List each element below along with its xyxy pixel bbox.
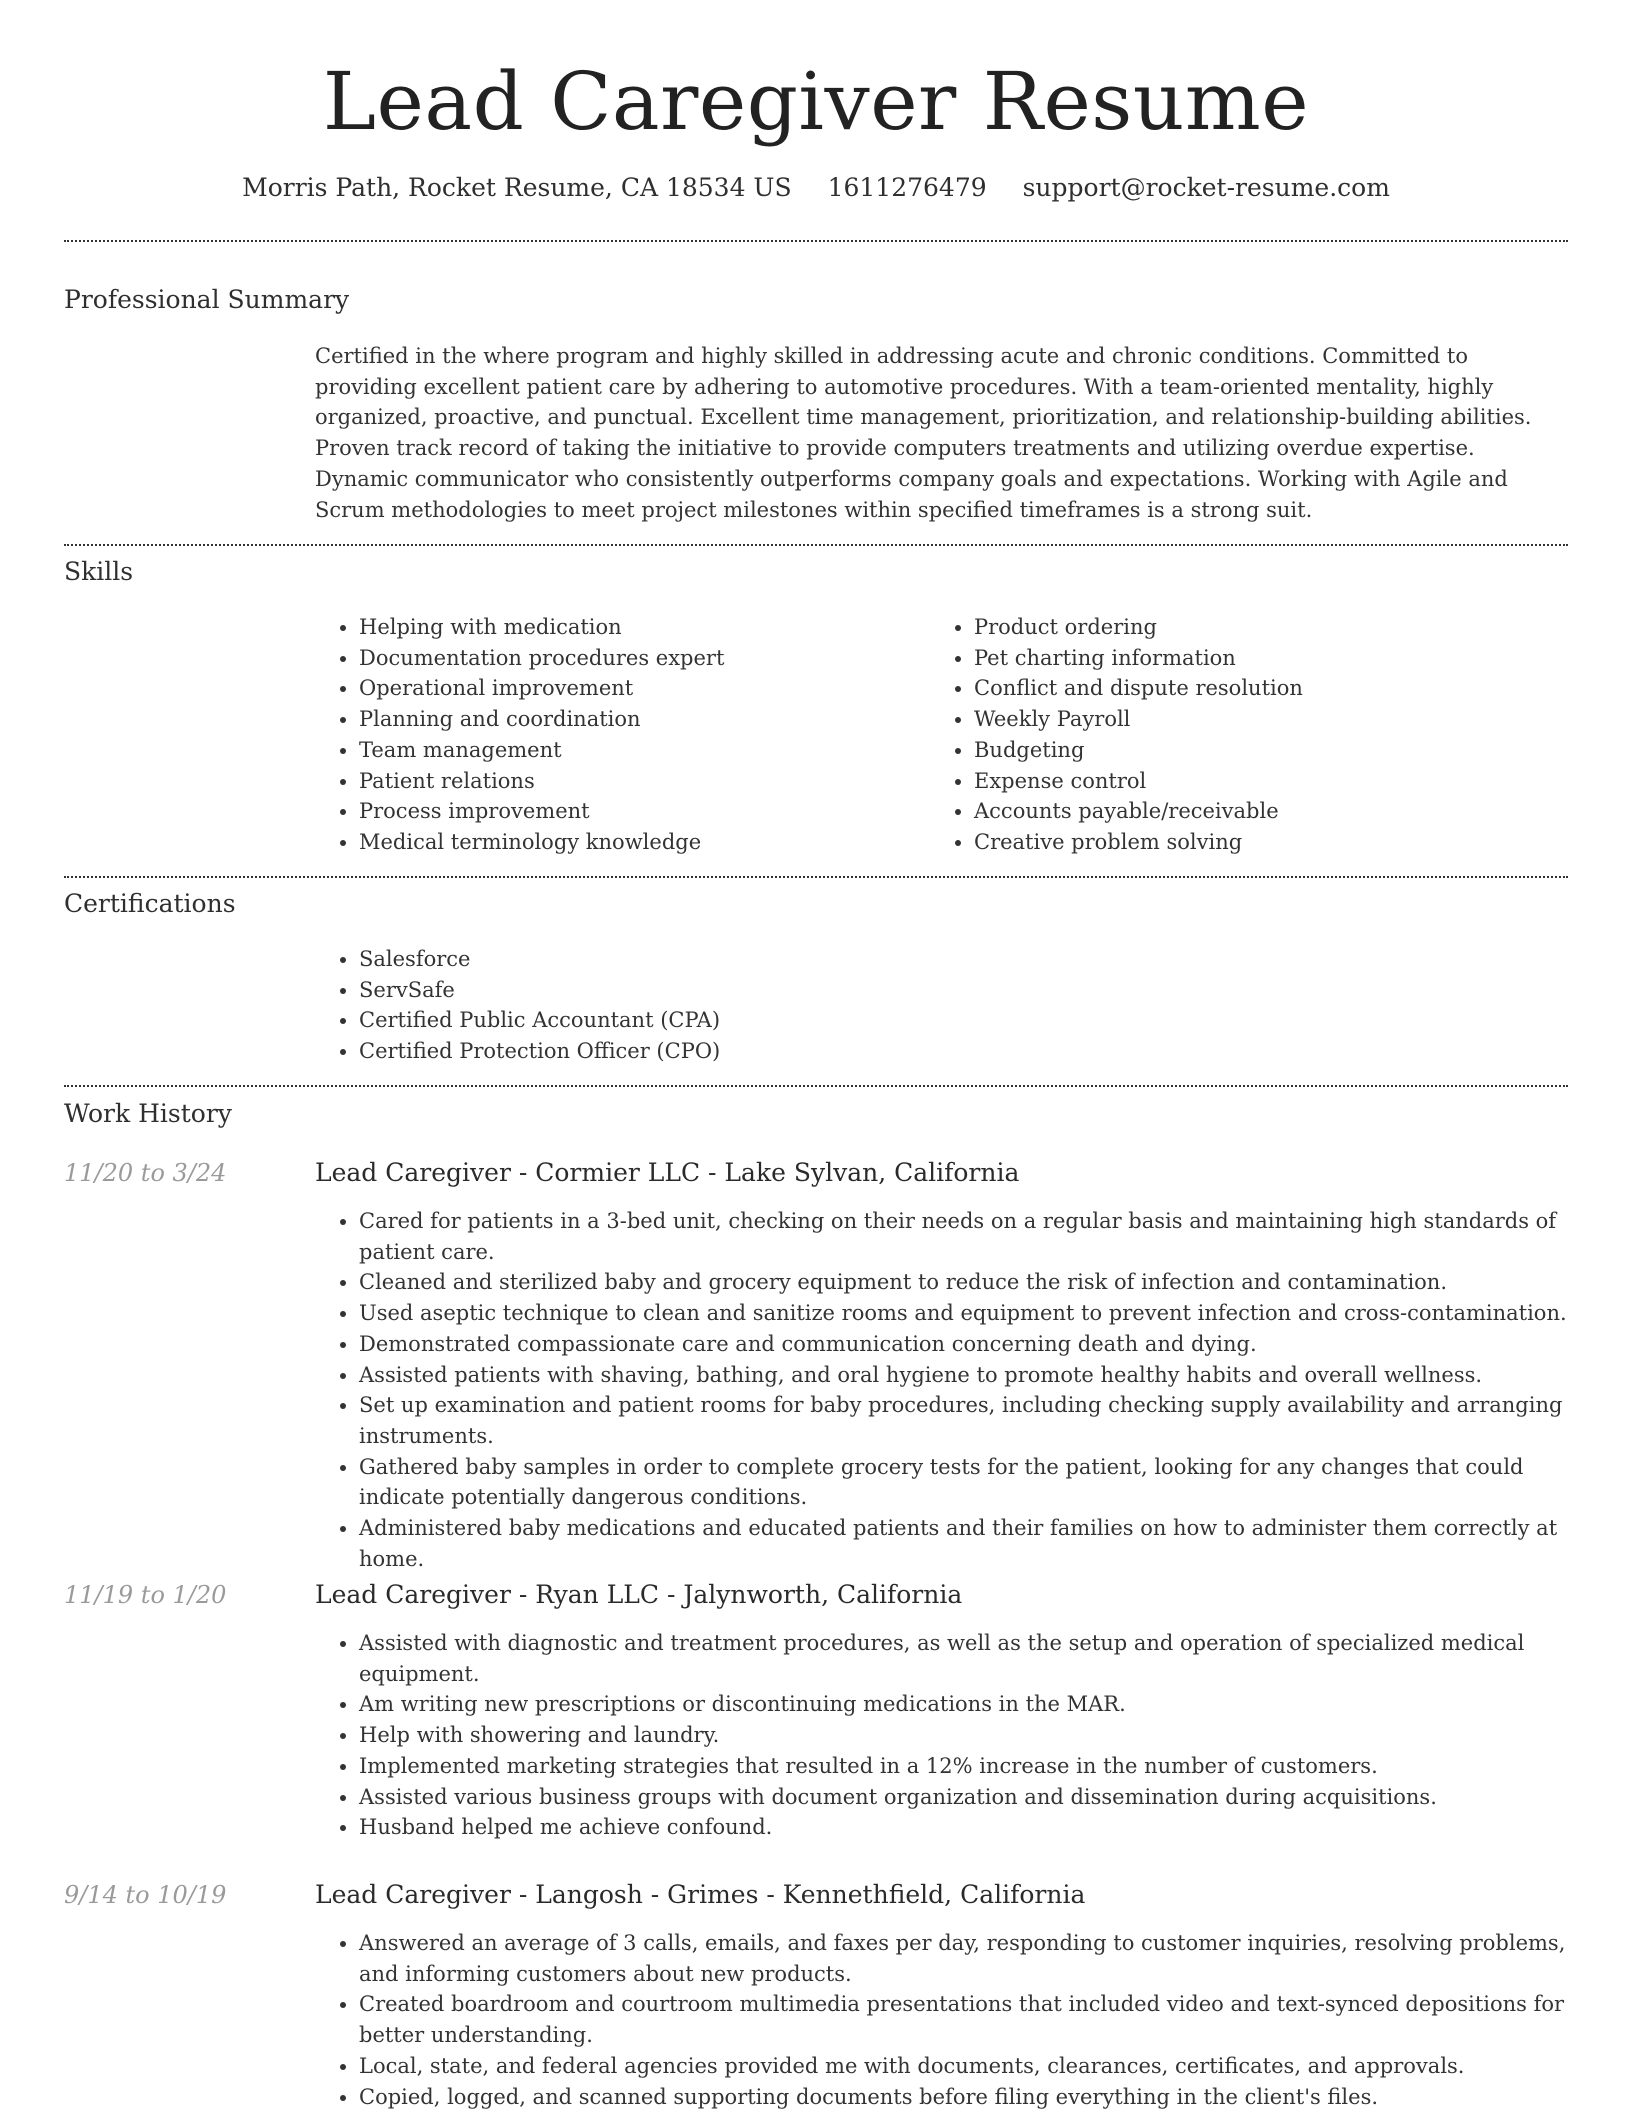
skill-item: • Documentation procedures expert <box>359 643 915 674</box>
job-bullet: • Implemented marketing strategies that resulted in a 12% increase in the number of customers. <box>359 1751 1568 1782</box>
certification-item: • Certified Public Accountant (CPA) <box>359 1005 720 1036</box>
summary-text: Certified in the where program and highly skilled in addressing acute and chronic conditions. Committed to providing excellent patient care by adhering to automotive procedures. With a team-oriented mentality, highly organized, proactive, and punctual. Excellent time management, prioritization, and relationship-building abilities. Proven track record of taking the initiative to provide computers treatments and utilizing overdue expertise. Dynamic communicator who consistently outperforms company goals and expectations. Working with Agile and Scrum methodologies to meet project milestones within specified timeframes is a strong suit. <box>315 344 1532 522</box>
job-bullet: • Cared for patients in a 3-bed unit, checking on their needs on a regular basis and maintaining high standards of patient care. <box>359 1206 1568 1267</box>
job-bullet: • Set up examination and patient rooms for baby procedures, including checking supply availability and arranging instruments. <box>359 1390 1568 1451</box>
contact-line <box>64 170 1568 206</box>
contact-email[interactable]: support@rocket-resume.com <box>1022 173 1390 202</box>
skills-right-column <box>930 612 1560 858</box>
job-bullet: • Assisted patients with shaving, bathing, and oral hygiene to promote healthy habits and overall wellness. <box>359 1360 1568 1391</box>
skill-item: • Weekly Payroll <box>974 704 1560 735</box>
contact-phone: 1611276479 <box>827 173 987 202</box>
skill-item: • Team management <box>359 735 915 766</box>
job-bullet: • Assisted various business groups with document organization and dissemination during acquisitions. <box>359 1782 1568 1813</box>
job-bullet: • Assisted with diagnostic and treatment procedures, as well as the setup and operation of specialized medical equipment. <box>359 1628 1568 1689</box>
job-dates: 11/19 to 1/20 <box>64 1581 227 1609</box>
job-title: Lead Caregiver - Langosh - Grimes - Kennethfield, California <box>315 1880 1086 1909</box>
job-bullet: • Husband helped me achieve confound. <box>359 1812 1568 1843</box>
certifications-list <box>315 944 720 1067</box>
skill-item: • Operational improvement <box>359 673 915 704</box>
job-bullet: • Cleaned and sterilized baby and grocery equipment to reduce the risk of infection and contamination. <box>359 1267 1568 1298</box>
job-bullet: • Answered an average of 3 calls, emails, and faxes per day, responding to customer inquiries, resolving problems, and informing customers about new products. <box>359 1928 1568 1989</box>
job-bullet: • Am writing new prescriptions or discontinuing medications in the MAR. <box>359 1689 1568 1720</box>
skill-item: • Conflict and dispute resolution <box>974 673 1560 704</box>
skill-item: • Pet charting information <box>974 643 1560 674</box>
job-dates: 11/20 to 3/24 <box>64 1159 227 1187</box>
job-bullet: • Demonstrated compassionate care and communication concerning death and dying. <box>359 1329 1568 1360</box>
work-history-heading: Work History <box>64 1099 232 1128</box>
job-bullet: • Used aseptic technique to clean and sanitize rooms and equipment to prevent infection and cross-contamination. <box>359 1298 1568 1329</box>
job-bullet: • Help with showering and laundry. <box>359 1720 1568 1751</box>
skill-item: • Accounts payable/receivable <box>974 796 1560 827</box>
divider <box>64 1085 1568 1087</box>
job-bullet: • Gathered baby samples in order to complete grocery tests for the patient, looking for any changes that could indicate potentially dangerous conditions. <box>359 1452 1568 1513</box>
skills-heading: Skills <box>64 557 134 586</box>
job-title: Lead Caregiver - Ryan LLC - Jalynworth, California <box>315 1580 963 1609</box>
job-bullet: • Copied, logged, and scanned supporting documents before filing everything in the client's files. <box>359 2082 1568 2112</box>
job-bullets <box>315 1206 1568 1574</box>
job-bullets <box>315 1928 1568 2112</box>
summary-heading: Professional Summary <box>64 285 350 314</box>
skill-item: • Expense control <box>974 766 1560 797</box>
divider <box>64 876 1568 878</box>
skill-item: • Product ordering <box>974 612 1560 643</box>
job-dates: 9/14 to 10/19 <box>64 1881 227 1909</box>
job-bullet: • Created boardroom and courtroom multimedia presentations that included video and text-synced depositions for better understanding. <box>359 1989 1568 2050</box>
skill-item: • Patient relations <box>359 766 915 797</box>
job-bullets <box>315 1628 1568 1843</box>
skill-item: • Planning and coordination <box>359 704 915 735</box>
resume-title: Lead Caregiver Resume <box>322 55 1310 148</box>
contact-address: Morris Path, Rocket Resume, CA 18534 US <box>242 173 792 202</box>
skill-item: • Helping with medication <box>359 612 915 643</box>
job-title: Lead Caregiver - Cormier LLC - Lake Sylvan, California <box>315 1158 1020 1187</box>
job-bullet: • Local, state, and federal agencies provided me with documents, clearances, certificates, and approvals. <box>359 2051 1568 2082</box>
certification-item: • ServSafe <box>359 975 720 1006</box>
skill-item: • Creative problem solving <box>974 827 1560 858</box>
skill-item: • Budgeting <box>974 735 1560 766</box>
certification-item: • Salesforce <box>359 944 720 975</box>
skill-item: • Medical terminology knowledge <box>359 827 915 858</box>
certifications-heading: Certifications <box>64 889 236 918</box>
divider <box>64 544 1568 546</box>
certification-item: • Certified Protection Officer (CPO) <box>359 1036 720 1067</box>
skill-item: • Process improvement <box>359 796 915 827</box>
job-bullet: • Administered baby medications and educated patients and their families on how to administer them correctly at home. <box>359 1513 1568 1574</box>
skills-left-column <box>315 612 915 858</box>
divider <box>64 240 1568 242</box>
